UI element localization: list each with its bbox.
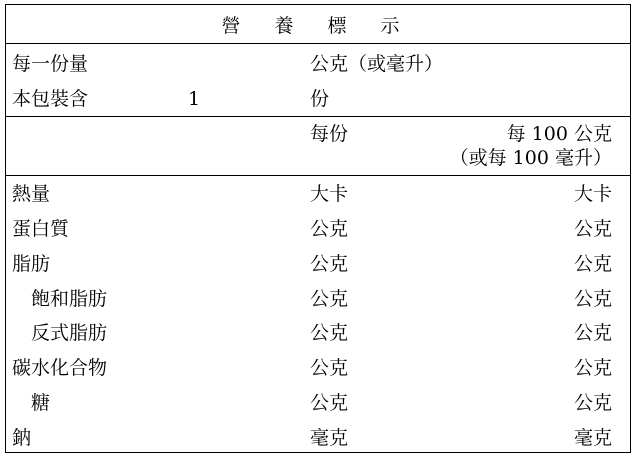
- nutrient-unit-serving: 毫克: [310, 427, 349, 449]
- nutrient-name-saturated-fat: 飽和脂肪: [31, 288, 108, 310]
- nutrient-unit-serving: 公克: [310, 288, 349, 310]
- package-servings-label: 本包裝含: [12, 88, 89, 110]
- serving-size-label: 每一份量: [12, 53, 89, 75]
- column-header-per-100-line1: 每 100 公克: [506, 123, 612, 145]
- nutrient-unit-serving: 公克: [310, 392, 349, 414]
- nutrient-unit-serving: 公克: [310, 357, 349, 379]
- serving-size-unit: 公克（或毫升）: [310, 53, 444, 75]
- nutrient-unit-serving: 大卡: [310, 183, 349, 205]
- nutrient-unit-100: 公克: [573, 253, 612, 275]
- nutrient-unit-100: 公克: [573, 392, 612, 414]
- nutrient-unit-100: 公克: [573, 357, 612, 379]
- nutrient-unit-100: 公克: [573, 288, 612, 310]
- table-title: 營 養 標 示: [221, 15, 414, 37]
- nutrient-unit-100: 公克: [573, 322, 612, 344]
- nutrient-unit-100: 毫克: [573, 427, 612, 449]
- nutrient-name-protein: 蛋白質: [12, 218, 70, 240]
- nutrient-name-fat: 脂肪: [12, 253, 51, 275]
- nutrient-name-calories: 熱量: [12, 183, 51, 205]
- nutrient-unit-100: 公克: [573, 218, 612, 240]
- nutrient-name-sodium: 鈉: [12, 427, 32, 449]
- package-servings-unit: 份: [310, 88, 330, 110]
- column-header-per-100-line2: （或每 100 毫升）: [449, 147, 612, 169]
- nutrient-name-sugar: 糖: [31, 392, 51, 414]
- column-header-per-serving: 每份: [310, 123, 349, 145]
- nutrient-unit-serving: 公克: [310, 253, 349, 275]
- nutrient-unit-serving: 公克: [310, 322, 349, 344]
- serving-divider: [5, 116, 631, 117]
- nutrient-name-trans-fat: 反式脂肪: [31, 322, 108, 344]
- nutrient-name-carbohydrate: 碳水化合物: [12, 357, 108, 379]
- nutrient-unit-100: 大卡: [573, 183, 612, 205]
- nutrient-unit-serving: 公克: [310, 218, 349, 240]
- title-divider: [5, 43, 631, 44]
- package-servings-count: 1: [188, 88, 201, 110]
- header-divider: [5, 175, 631, 176]
